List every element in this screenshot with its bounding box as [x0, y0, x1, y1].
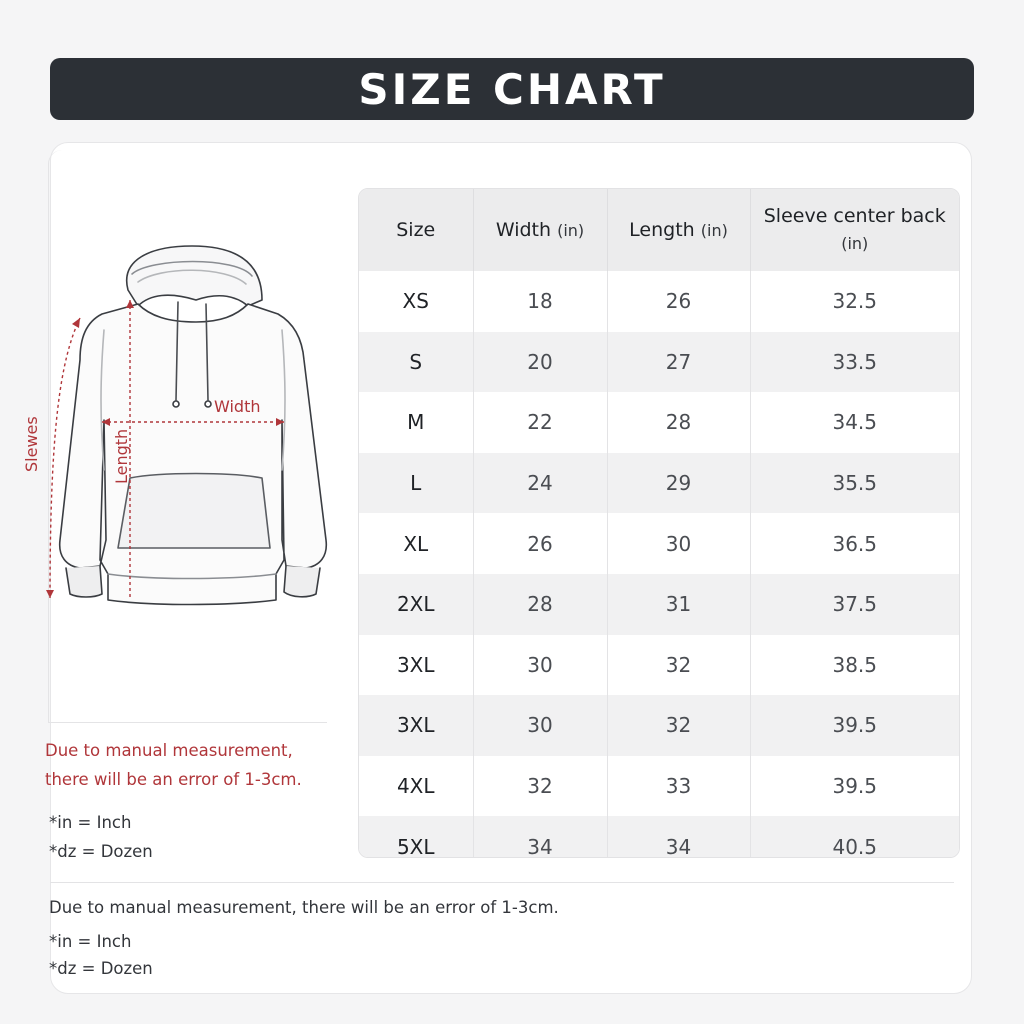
size-cell: L — [359, 453, 473, 514]
unit-legend-bottom — [49, 928, 153, 982]
measurement-error-note — [45, 736, 345, 794]
legend-inch: *in = Inch — [49, 932, 132, 951]
table-row — [359, 756, 959, 817]
sleeve-cell: 33.5 — [750, 332, 959, 393]
size-cell: M — [359, 392, 473, 453]
length-cell: 30 — [607, 513, 750, 574]
title-banner — [50, 58, 974, 120]
header-label: Sleeve center back — [763, 205, 946, 227]
header-sleeve — [750, 189, 959, 271]
sleeve-cell: 32.5 — [750, 271, 959, 332]
unit-legend-left — [49, 808, 153, 866]
header-unit: (in) — [841, 234, 869, 253]
sleeve-cell: 36.5 — [750, 513, 959, 574]
sleeve-cell: 39.5 — [750, 756, 959, 817]
table-row — [359, 453, 959, 514]
legend-inch: *in = Inch — [49, 813, 132, 832]
width-cell: 28 — [473, 574, 607, 635]
size-cell: S — [359, 332, 473, 393]
header-size — [359, 189, 473, 271]
error-note-line-1: Due to manual measurement, — [45, 741, 293, 760]
legend-dozen: *dz = Dozen — [49, 959, 153, 978]
length-cell: 31 — [607, 574, 750, 635]
size-cell: 3XL — [359, 635, 473, 696]
pocket-shape — [118, 474, 270, 549]
sleeve-cell: 40.5 — [750, 816, 959, 858]
error-note-line-2: there will be an error of 1-3cm. — [45, 770, 302, 789]
size-cell: XL — [359, 513, 473, 574]
length-cell: 29 — [607, 453, 750, 514]
length-cell: 32 — [607, 635, 750, 696]
width-cell: 26 — [473, 513, 607, 574]
sleeves-label: Slewes — [22, 416, 41, 472]
hoodie-illustration — [20, 240, 340, 620]
table-header-row — [359, 189, 959, 271]
header-length — [607, 189, 750, 271]
section-divider — [50, 882, 954, 883]
width-cell: 30 — [473, 635, 607, 696]
header-width — [473, 189, 607, 271]
length-cell: 26 — [607, 271, 750, 332]
size-cell: 5XL — [359, 816, 473, 858]
length-cell: 33 — [607, 756, 750, 817]
table-body — [359, 271, 959, 858]
table-row — [359, 513, 959, 574]
sleeve-cell: 35.5 — [750, 453, 959, 514]
sleeve-cell: 34.5 — [750, 392, 959, 453]
table-row — [359, 332, 959, 393]
table-row — [359, 635, 959, 696]
header-unit: (in) — [700, 220, 728, 240]
width-cell: 18 — [473, 271, 607, 332]
sleeve-cell: 37.5 — [750, 574, 959, 635]
width-label: Width — [214, 397, 261, 416]
size-cell: 4XL — [359, 756, 473, 817]
size-cell: XS — [359, 271, 473, 332]
length-cell: 34 — [607, 816, 750, 858]
header-unit: (in) — [557, 220, 585, 240]
table-row — [359, 695, 959, 756]
table-row — [359, 392, 959, 453]
width-cell: 22 — [473, 392, 607, 453]
width-cell: 32 — [473, 756, 607, 817]
length-cell: 28 — [607, 392, 750, 453]
width-cell: 20 — [473, 332, 607, 393]
width-cell: 34 — [473, 816, 607, 858]
header-label: Length — [629, 218, 695, 241]
table-row — [359, 816, 959, 858]
table-row — [359, 574, 959, 635]
page-title: SIZE CHART — [358, 64, 666, 114]
bottom-error-note: Due to manual measurement, there will be an error of 1-3cm. — [49, 898, 559, 917]
width-cell: 30 — [473, 695, 607, 756]
body-shape — [60, 304, 327, 605]
header-label: Width — [495, 218, 552, 241]
sleeve-cell: 38.5 — [750, 635, 959, 696]
size-table — [359, 189, 959, 858]
hood-shape — [127, 246, 262, 306]
table-row — [359, 271, 959, 332]
legend-dozen: *dz = Dozen — [49, 842, 153, 861]
length-cell: 32 — [607, 695, 750, 756]
size-cell: 2XL — [359, 574, 473, 635]
length-label: Length — [112, 428, 131, 484]
size-table-container — [358, 188, 960, 858]
header-label: Size — [396, 218, 436, 241]
length-cell: 27 — [607, 332, 750, 393]
width-cell: 24 — [473, 453, 607, 514]
size-cell: 3XL — [359, 695, 473, 756]
sleeve-cell: 39.5 — [750, 695, 959, 756]
